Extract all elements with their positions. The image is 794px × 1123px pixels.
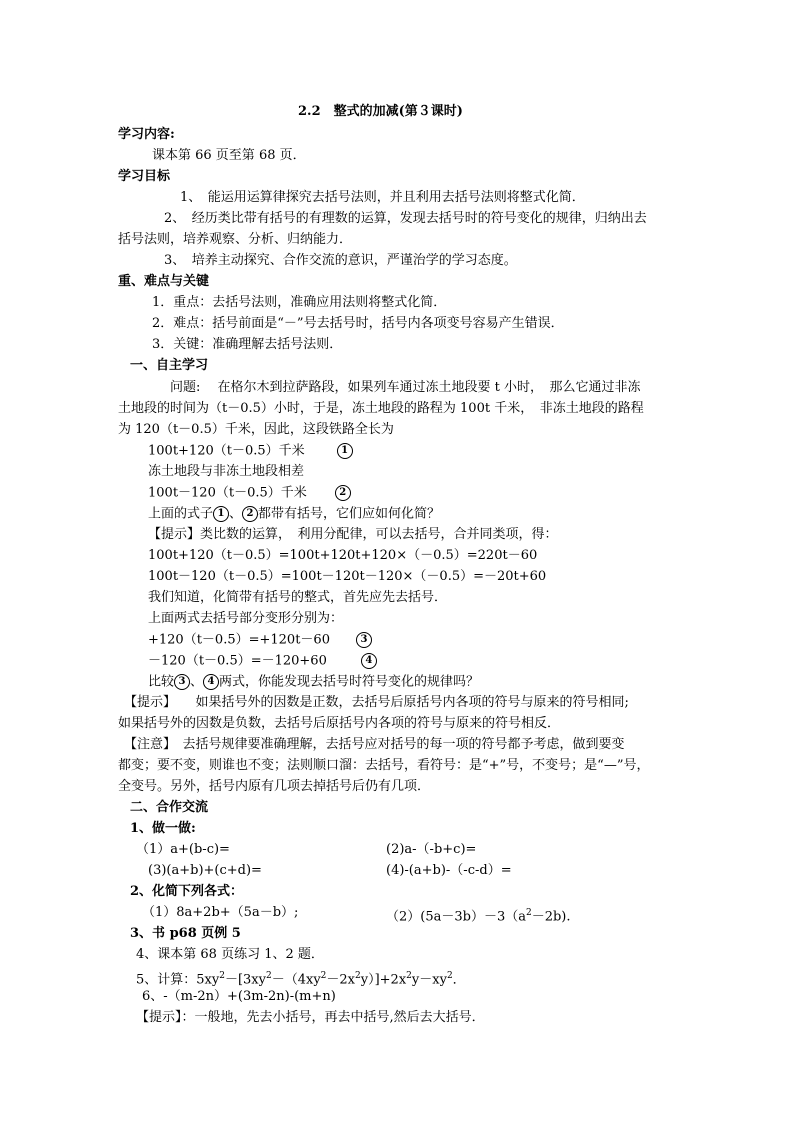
goal-item: 3、 培养主动探究、合作交流的意识，严谨治学的学习态度。 (164, 253, 517, 268)
circled-number: 1 (213, 506, 229, 522)
circled-number: 3 (174, 674, 190, 690)
key-item: 1．重点：去括号法则，准确应用法则将整式化简． (152, 295, 447, 310)
question-text: 上面的式子 1 、 2 都带有括号，它们应如何化简？ (148, 506, 441, 522)
problem-text: 土地段的时间为（t－0.5）小时，于是，冻土地段的路程为 100t 千米， 非冻土地段的路程 (118, 401, 644, 416)
hint-rule: 【提示】 如果括号外的因数是正数，去括号后原括号内各项的符号与原来的符号相同; (124, 695, 629, 710)
keys-heading: 重、难点与关键 (118, 274, 210, 289)
circled-number: 4 (203, 674, 219, 690)
circled-number: 1 (337, 443, 353, 459)
problem-text: 为 120（t－0.5）千米，因此，这段铁路全长为 (118, 422, 394, 437)
circled-number: 2 (242, 506, 258, 522)
goal-item: 括号法则，培养观察、分析、归纳能力． (118, 232, 353, 247)
problem-text: 问题: 在格尔木到拉萨路段，如果列车通过冻土地段要 t 小时， 那么它通过非冻 (170, 380, 641, 395)
hint-rule: 如果括号外的因数是负数，去括号后原括号内各项的符号与原来的符号相反． (118, 716, 561, 731)
circled-number: 2 (335, 485, 351, 501)
section-heading: 二、合作交流 (130, 800, 209, 815)
exercise-item: （1）8a+2b+（5a－b）; (142, 905, 299, 920)
compare-text: 比较 3 、 4 两式，你能发现去括号时符号变化的规律吗？ (148, 674, 480, 690)
exercise-heading: 1、做一做: (130, 821, 196, 836)
equation-text: 100t－120（t－0.5）千米 (148, 485, 307, 501)
equation-4 (148, 653, 377, 670)
exercise-item: $(2)(5a-3b)-3(a^2-2b)$. (386, 908, 571, 925)
note-text: 全变号。另外，括号内原有几项去掉括号后仍有几项． (118, 779, 431, 794)
equation-3 (148, 632, 372, 649)
exercise-item: （1）a+(b-c)= (136, 842, 230, 857)
circled-number: 3 (356, 632, 372, 648)
goals-heading: 学习目标 (118, 169, 171, 184)
exercise-item: 4、课本第 68 页练习 1、2 题． (136, 947, 324, 962)
difference-text: 冻土地段与非冻土地段相差 (148, 464, 305, 479)
exercise-heading: 3、书 p68 页例 5 (130, 926, 241, 941)
key-item: 2．难点：括号前面是“－”号去括号时，括号内各项变号容易产生错误． (152, 316, 564, 331)
split-text: 上面两式去括号部分变形分别为： (148, 611, 344, 626)
equation-text: +120（t－0.5）=+120t－60 (148, 632, 330, 648)
goal-item: 2、 经历类比带有括号的有理数的运算，发现去括号时的符号变化的规律，归纳出去 (164, 211, 647, 226)
equation-text: 100t+120（t－0.5）千米 (148, 443, 305, 459)
exercise-item: (2)a-（-b+c)= (386, 842, 477, 857)
goal-item: 1、 能运用运算律探究去括号法则，并且利用去括号法则将整式化简． (180, 190, 585, 205)
section-heading: 一、自主学习 (130, 358, 209, 373)
page-title: 2.2 整式的加减(第３课时) (298, 104, 463, 119)
exercise-item: (3)(a+b)+(c+d)= (148, 863, 262, 878)
exercise-item: 6、-（m-2n）+(3m-2n)-(m+n) (142, 989, 336, 1004)
equation-1 (148, 443, 353, 460)
exercise-heading: 2、化简下列各式： (130, 884, 244, 899)
hint-text: 【提示】类比数的运算， 利用分配律，可以去括号，合并同类项，得： (148, 527, 558, 542)
equation-text: －120（t－0.5）=－120+60 (148, 653, 327, 669)
calc-line: 100t－120（t－0.5）=100t－120t－120×（－0.5）=－20t+60 (148, 569, 547, 584)
exercise-item: (4)-(a+b)-（-c-d）= (386, 863, 512, 878)
equation-2 (148, 485, 351, 502)
note-text: 都变；要不变，则谁也不变；法则顺口溜：去括号，看符号：是“+”号，不变号；是“—”号， (118, 758, 650, 773)
know-text: 我们知道，化简带有括号的整式，首先应先去括号． (148, 590, 448, 605)
circled-number: 4 (361, 653, 377, 669)
hint-text: 【提示】：一般地，先去小括号，再去中括号,然后去大括号． (136, 1010, 485, 1025)
note-text: 【注意】 去括号规律要准确理解，去括号应对括号的每一项的符号都予考虑，做到要变 (124, 737, 625, 752)
content-text: 课本第 66 页至第 68 页． (152, 148, 306, 163)
content-heading: 学习内容: (118, 127, 175, 142)
calc-line: 100t+120（t－0.5）=100t+120t+120×（－0.5）=220t－60 (148, 548, 538, 563)
key-item: 3．关键：准确理解去括号法则． (152, 337, 343, 352)
exercise-item: 5、计算：$5xy^2-[3xy^2-(4xy^2-2x^2y)]+2x^2y-xy^2$． (136, 971, 466, 988)
